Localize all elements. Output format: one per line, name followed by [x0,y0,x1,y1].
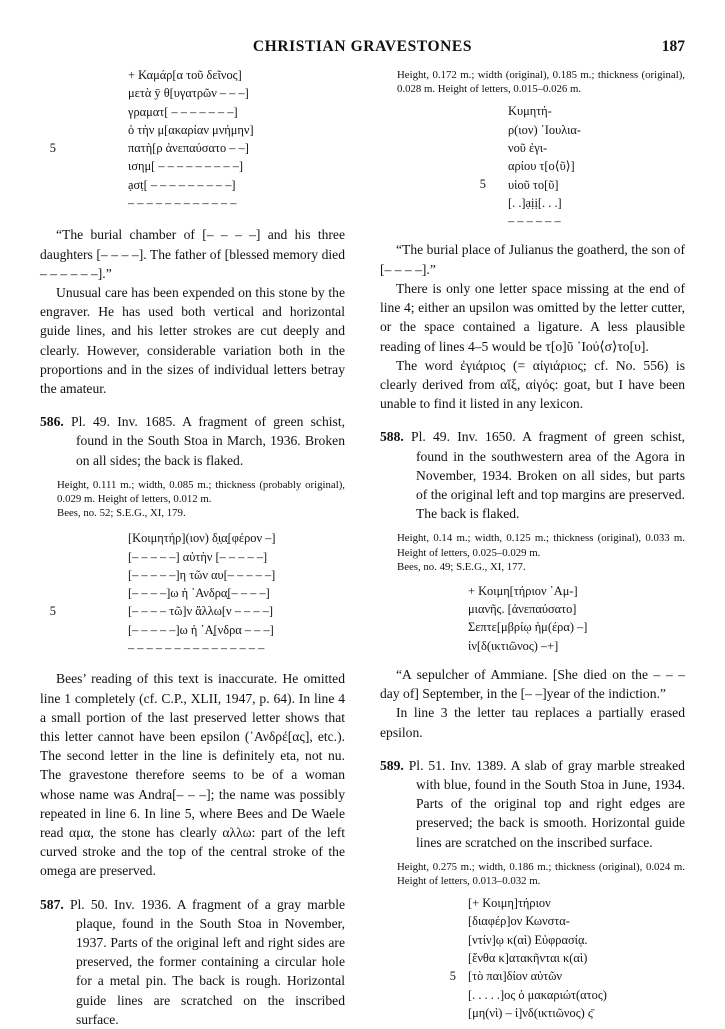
inscription-line: πατὴ[ρ ἀνεπαύσατο – –] [128,141,249,156]
inscription-line: + Κοιμη[τήριον ᾿Αμ-] [468,583,578,598]
inscription-line: + Καμάρ[α τοῦ δεῖνος] [128,68,242,82]
running-header [40,38,685,60]
entry-desc-text: Pl. 49. Inv. 1650. A fragment of green schist, found in the southwestern area of the Agora in November, 1934. Broken on all sides, but parts of the original left and top margins are preserved. The back is flaked. [411,429,685,522]
entry-number: 587. [40,896,64,912]
inscription-line: [μη(νὶ) – ἰ]νδ(ικτιῶνος) ς̄ [468,1005,593,1020]
entry-number: 588. [380,429,404,445]
inscription-line: [. . . . .]ος ὁ μακαριώτ(ατος) [468,987,607,1002]
inscription-line: ρ(ιον) ᾿Ιουλια- [508,122,582,137]
entry-number: 589. [380,757,404,773]
running-title: CHRISTIAN GRAVESTONES [252,38,473,55]
inscription-588 [468,582,685,655]
inscription-line: – – – – – – – – – – – – – – – [128,641,265,655]
inscription-line: [. .]ạịị[. . .] [508,195,562,210]
inscription-line: [– – – – –] αὐτὴν [– – – – –] [128,549,268,564]
inscription-line: ἰν[δ(ικτιῶνος) –+] [468,638,559,653]
inscription-line: [ἔνθα κ]ατακῆνται κ(αὶ) [468,951,588,966]
right-column [380,66,685,1022]
entry-587 [40,895,345,1029]
inscription-line: γραματ[ – – – – – – –] [128,104,238,119]
entry-desc-text: Pl. 50. Inv. 1936. A fragment of a gray marble plaque, found in the South Stoa in November, 1937. Parts of the original left and right sides are preserved, the former containing a circular hole for a metal pin. The back is rough. Horizontal guide lines are scratched on the inscribed surface. [69,896,346,1027]
inscription-line: [– – – – τῶ]ν ἄλλω[ν – – – –] [128,604,273,619]
line-number: 5 [479,177,486,192]
inscription-line: [τὸ παι]δίον αὐτῶν [468,969,563,984]
inscription-589 [449,894,685,1022]
inscription-line: [+ Κοιμη]τήριον [468,896,551,911]
inscription-line: νοῦ ἐγι- [508,141,548,155]
paragraph: In line 3 the letter tau replaces a partially erased epsilon. [380,705,685,740]
inscription-line: [Κοιμητήρ](ιον) δ̣ι̣α̣[φέρον –] [128,531,276,546]
inscription-line: μετὰ ȳ θ[υγατρῶν – – –] [128,86,249,101]
line-number: 5 [49,141,56,155]
inscription-line: ạσṭ[ – – – – – – – – –] [128,177,236,192]
inscription-line: [– – – – –]ω ἡ ᾿Α̣[νδρα – – –] [128,622,274,637]
inscription-line: ὁ τὴν μ[ακαρίαν μνήμην] [128,122,254,137]
entry-description [380,427,685,523]
inscription-line: ισημ[ – – – – – – – – –] [128,159,244,174]
inscription-line: – – – – – – [508,214,561,229]
inscription-line: Κυμητή- [508,104,552,119]
inscription-top [49,66,345,212]
entry-586 [40,412,345,470]
translation-text: “The burial chamber of [– – – –] and his three daughters [– – – –]. The father of [blessed memory died – – – – – –].” [40,227,345,281]
inscription-line: μιανῆς. [ἀνεπαύσατο] [468,602,577,617]
line-number: 5 [49,604,56,619]
entry-number: 586. [40,414,64,430]
line-number: 5 [449,969,456,984]
measurements: Height, 0.275 m.; width, 0.186 m.; thickness (original), 0.024 m. Height of letters, 0.013–0.032 m. [397,860,685,887]
inscription-line: [ντίν]ῳ κ(αὶ) Εὐφρασίᾳ. [468,932,588,947]
measurements: Height, 0.111 m.; width, 0.085 m.; thickness (probably original), 0.029 m. Height of letters, 0.012 m. [57,478,345,506]
inscription-line: Σεπτε[μβρίῳ ἡμ(έρα) –] [468,620,588,635]
translation-text: “The burial place of Julianus the goatherd, the son of [– – – –].” [380,242,685,277]
translation-text: “A sepulcher of Ammiane. [She died on the – – – day of] September, in the [– –]year of the indiction.” [380,666,685,702]
page-number: 187 [661,38,685,55]
entry-588 [380,427,685,523]
entry-description [40,412,345,470]
inscription-line: υἱοῦ το[ῦ] [508,177,559,192]
entry-description [40,895,345,1029]
entry-desc-text: Pl. 49. Inv. 1685. A fragment of green schist, found in the South Stoa in March, 1936. Broken on all sides; the back is flaked. [71,414,345,468]
left-column [40,66,345,1029]
inscription-586 [49,529,345,657]
inscription-587 [479,102,685,230]
citation: Bees, no. 52; S.E.G., XI, 179. [57,507,186,520]
paragraph: There is only one letter space missing at the end of line 4; either an upsilon was omitted by the letter cutter, or the space contained a ligature. A less plausible reading of lines 4–5 would be τ[ο]ῦ ᾿Ιού⟨σ⟩το[υ]. [380,280,685,354]
entry-589 [380,756,685,852]
citation: Bees, no. 49; S.E.G., XI, 177. [397,560,526,573]
entry-desc-text: Pl. 51. Inv. 1389. A slab of gray marble streaked with blue, found in the South Stoa in June, 1934. Parts of the original top and right edges are preserved; the back is smooth. Horizontal guide lines are scratched on the inscribed surface. [408,757,685,850]
inscription-line: [διαφέρ]ον Κωνστα- [468,914,570,929]
paragraph: The word ἐγιάριος (= αἰγιάριος; cf. No. 556) is clearly derived from αἴξ, αἰγός: goat, but I have been unable to find it listed in any lexicon. [380,357,685,412]
measurements: Height, 0.172 m.; width (original), 0.185 m.; thickness (original), 0.028 m. Height of letters, 0.015–0.026 m. [397,69,685,96]
measurements: Height, 0.14 m.; width, 0.125 m.; thickness (original), 0.033 m. Height of letters, 0.025–0.029 m. [397,532,685,559]
inscription-line: [– – – – –]η τῶν αυ[– – – – –] [128,567,276,582]
paragraph: Unusual care has been expended on this stone by the engraver. He has used both vertical and horizontal guide lines, and his letter strokes are cut deeply and clearly. However, considerable variation both in the proportions and in the sizes of individual letters betray the amateur. [40,284,345,396]
entry-description [380,756,685,852]
inscription-line: – – – – – – – – – – – – [128,196,237,211]
inscription-line: αρίου τ[ο⟨ῦ⟩] [508,159,575,174]
inscription-line: [– – – –]ω ἡ ᾿Ανδρα̣[– – – –] [128,586,270,601]
paragraph: Bees’ reading of this text is inaccurate. He omitted line 1 completely (cf. C.P., XLII, 1947, p. 64). In line 4 a small portion of the last preserved letter shows that this letter cannot have been epsilon (᾿Ανδρέ[ας], etc.). The second letter in the line is definitely eta, not nu. The gravestone therefore seems to be of a woman whose name was Andra[– – –]; the name was possibly repeated in line 6. In line 5, where Bees and De Waele read αμα, the stone has clearly αλλω: part of the left curved stroke and the top of the central stroke of the omega are preserved. [40,671,345,879]
